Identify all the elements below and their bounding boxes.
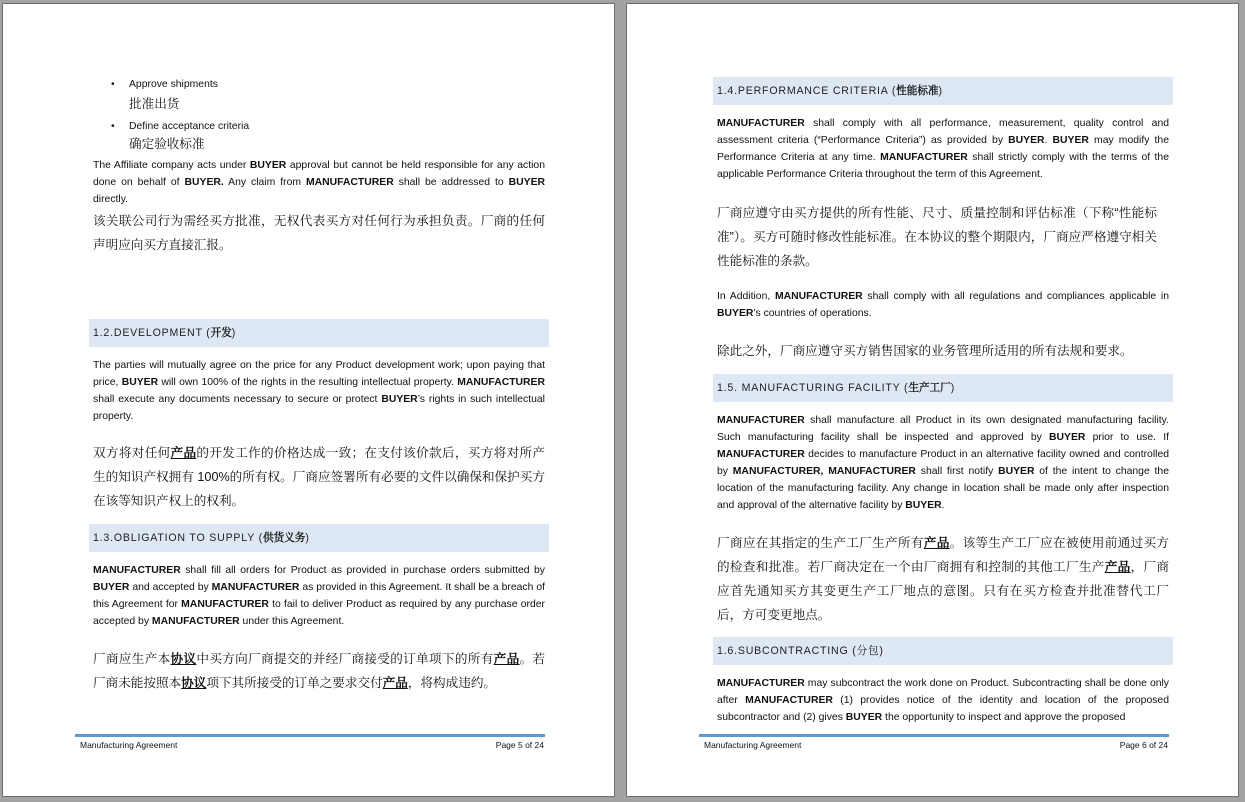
text-run: to fail to deliver Product as required by any purchase order accepted by xyxy=(93,598,545,627)
bullet-text: Define acceptance criteria xyxy=(129,121,250,132)
text-run: 中买方向厂商提交的并经厂商接受的订单项下的所有 xyxy=(196,652,494,666)
bullet-icon: • xyxy=(111,79,115,90)
bold-term: BUYER. xyxy=(184,176,224,188)
text-run: Any claim from xyxy=(223,176,306,188)
bold-term: MANUFACTURER xyxy=(717,678,805,689)
text-run: In Addition, xyxy=(717,291,775,302)
text-run: shall be addressed to xyxy=(393,176,509,188)
text-run: shall first notify xyxy=(915,465,999,477)
defined-term: 协议 xyxy=(170,652,197,666)
text-run: under this Agreement. xyxy=(239,615,345,627)
footer-divider xyxy=(699,734,1169,737)
text-run: shall execute any documents necessary to secure or protect xyxy=(93,393,382,405)
bold-term: BUYER xyxy=(1008,134,1045,146)
bold-term: MANUFACTURER xyxy=(211,581,300,593)
text-run: The Affiliate company acts under xyxy=(93,160,250,171)
bold-term: MANUFACTURER, MANUFACTURER xyxy=(732,465,916,477)
bullet-text-zh: 批准出货 xyxy=(129,97,180,111)
text-run: 除此之外，厂商应遵守买方销售国家的业务管理所适用的所有法规和要求。 xyxy=(717,344,1133,358)
text-run: . xyxy=(1044,134,1053,146)
bold-term: MANUFACTURER xyxy=(717,118,805,129)
text-run: shall manufacture all Product in its own designated manufacturing facility. Such manufacturing facility shall be inspected and approved by xyxy=(717,415,1169,443)
page-number: Page 6 of 24 xyxy=(1119,740,1168,750)
bullet-icon: • xyxy=(111,121,115,132)
text-run: . xyxy=(941,499,945,511)
affiliate-paragraph-zh xyxy=(93,209,545,257)
text-run: may modify the Performance Criteria at any time. xyxy=(717,134,1169,163)
bullet-text: Approve shipments xyxy=(129,79,218,90)
text-run: prior to use. If xyxy=(1085,431,1169,443)
bold-term: BUYER xyxy=(93,581,130,593)
development-paragraph xyxy=(93,358,545,426)
heading-text-zh: 性能标准 xyxy=(896,85,939,97)
heading-text-zh: 开发 xyxy=(210,327,232,339)
bold-term: MANUFACTURER xyxy=(880,151,968,163)
addition-paragraph xyxy=(717,289,1169,323)
text-run: The parties will mutually agree on the price for any Product development work; upon paying that price, xyxy=(93,360,545,388)
heading-close: ) xyxy=(950,382,956,394)
heading-text: 1.3.OBLIGATION TO SUPPLY ( xyxy=(93,532,263,544)
defined-term: 产品 xyxy=(493,652,520,666)
bold-term: BUYER xyxy=(381,393,418,405)
text-run: shall comply with all performance, measurement, quality control and assessment criteria (“Performance Criteria”) as provided by xyxy=(717,118,1169,146)
bold-term: MANUFACTURER xyxy=(181,598,269,610)
performance-paragraph-zh xyxy=(717,201,1157,273)
facility-paragraph-zh xyxy=(717,531,1169,627)
bold-term: MANUFACTURER xyxy=(745,694,833,706)
text-run: ’s rights in such intellectual property. xyxy=(93,393,545,422)
bold-term: BUYER xyxy=(1052,134,1089,146)
text-run: 厂商应在其指定的生产工厂生产所有 xyxy=(717,536,924,550)
bullet-text-zh: 确定验收标准 xyxy=(129,137,205,151)
bold-term: MANUFACTURER xyxy=(774,291,863,302)
text-run: approval but cannot be held responsible for any action done on behalf of xyxy=(93,160,545,188)
text-run: ，厂商应首先通知买方其变更生产工厂地点的意图。只有在买方检查并批准替代工厂后，方可变更地点。 xyxy=(717,560,1170,622)
bold-term: BUYER xyxy=(508,176,546,188)
heading-close: ) xyxy=(231,327,237,339)
text-run: ’s countries of operations. xyxy=(753,307,872,319)
footer-title: Manufacturing Agreement xyxy=(80,740,178,750)
heading-close: ) xyxy=(879,645,884,657)
defined-term: 协议 xyxy=(181,676,207,690)
section-heading-obligation xyxy=(89,524,549,552)
heading-text: 1.5. MANUFACTURING FACILITY ( xyxy=(717,382,909,394)
bold-term: BUYER xyxy=(1049,431,1086,443)
page-5 xyxy=(2,3,615,797)
text-run: 厂商应生产本 xyxy=(93,652,171,666)
bold-term: BUYER xyxy=(845,711,883,723)
page-6 xyxy=(626,3,1239,797)
bold-term: MANUFACTURER xyxy=(151,615,240,627)
heading-close: ) xyxy=(305,532,310,544)
text-run: of the intent to change the location of the manufacturing facility. Any change in location shall be made only after inspection and approval of the alternative facility by xyxy=(717,465,1169,511)
bold-term: BUYER xyxy=(998,465,1035,477)
text-run: 项下其所接受的订单之要求交付 xyxy=(206,676,383,690)
text-run: shall strictly comply with the terms of the applicable Performance Criteria throughout the term of this Agreement. xyxy=(717,151,1169,180)
facility-paragraph xyxy=(717,413,1169,514)
text-run: decides to manufacture Product in an alternative facility owned and controlled by xyxy=(717,448,1169,477)
section-heading-development xyxy=(89,319,549,347)
text-run: (1) provides notice of the identity and location of the proposed subcontractor and (2) gives xyxy=(717,694,1169,723)
text-run: shall comply with all regulations and compliances applicable in xyxy=(862,291,1169,302)
text-run: directly. xyxy=(93,193,129,205)
section-heading-subcontracting xyxy=(713,637,1173,665)
bold-term: MANUFACTURER xyxy=(305,176,394,188)
bold-term: MANUFACTURER xyxy=(457,376,545,388)
performance-paragraph xyxy=(717,116,1169,184)
text-run: 的开发工作的价格达成一致；在支付该价款后，买方将对所产生的知识产权拥有 100%的所有权。厂商应签署所有必要的文件以确保和保护买方在该等知识产权上的权利。 xyxy=(93,446,546,508)
obligation-paragraph-zh xyxy=(93,647,545,695)
heading-text-zh: 供货义务 xyxy=(262,532,306,544)
bold-term: BUYER xyxy=(717,307,754,319)
obligation-paragraph xyxy=(93,563,545,631)
bold-term: MANUFACTURER xyxy=(93,565,181,576)
defined-term: 产品 xyxy=(170,446,197,460)
section-heading-performance xyxy=(713,77,1173,105)
footer-divider xyxy=(75,734,545,737)
text-run: the opportunity to inspect and approve the proposed xyxy=(882,711,1126,723)
defined-term: 产品 xyxy=(1104,560,1131,574)
text-run: may subcontract the work done on Product. Subcontracting shall be done only after xyxy=(717,678,1169,706)
bold-term: BUYER xyxy=(121,376,159,388)
heading-text: 1.4.PERFORMANCE CRITERIA ( xyxy=(717,85,897,97)
text-run: shall fill all orders for Product as provided in purchase orders submitted by xyxy=(180,565,545,576)
section-heading-facility xyxy=(713,374,1173,402)
heading-text: 1.2.DEVELOPMENT ( xyxy=(93,327,211,339)
heading-text-zh: 生产工厂 xyxy=(908,382,951,394)
text-run: 。该等生产工厂应在被使用前通过买方的检查和批准。若厂商决定在一个由厂商拥有和控制的其他工厂生产 xyxy=(717,536,1170,574)
text-run: and accepted by xyxy=(129,581,212,593)
bold-term: BUYER xyxy=(905,499,942,511)
footer-title: Manufacturing Agreement xyxy=(704,740,802,750)
bold-term: MANUFACTURER xyxy=(717,415,805,426)
bold-term: BUYER xyxy=(249,160,287,171)
addition-paragraph-zh xyxy=(717,339,1169,363)
development-paragraph-zh xyxy=(93,441,545,513)
bold-term: MANUFACTURER xyxy=(717,448,805,460)
heading-text: 1.6.SUBCONTRACTING ( xyxy=(717,645,857,657)
heading-text-zh: 分包 xyxy=(856,645,880,657)
text-run: 厂商应遵守由买方提供的所有性能、尺寸、质量控制和评估标准（下称“性能标准”）。买方可随时修改性能标准。在本协议的整个期限内，厂商应严格遵守相关性能标准的条款。 xyxy=(717,206,1157,268)
text-run: ，将构成违约。 xyxy=(407,676,496,690)
heading-close: ) xyxy=(938,85,943,97)
affiliate-paragraph xyxy=(93,158,545,209)
page-number: Page 5 of 24 xyxy=(495,740,544,750)
text-run: as provided in this Agreement. It shall be a breach of this Agreement for xyxy=(93,581,545,610)
text-run: will own 100% of the rights in the resulting intellectual property. xyxy=(158,376,458,388)
defined-term: 产品 xyxy=(382,676,408,690)
text-run: 。若厂商未能按照本 xyxy=(93,652,546,690)
defined-term: 产品 xyxy=(923,536,950,550)
text-run: 双方将对任何 xyxy=(93,446,171,460)
subcontracting-paragraph xyxy=(717,676,1169,730)
text-run: 该关联公司行为需经买方批准，无权代表买方对任何行为承担负责。厂商的任何声明应向买方直接汇报。 xyxy=(93,214,545,252)
